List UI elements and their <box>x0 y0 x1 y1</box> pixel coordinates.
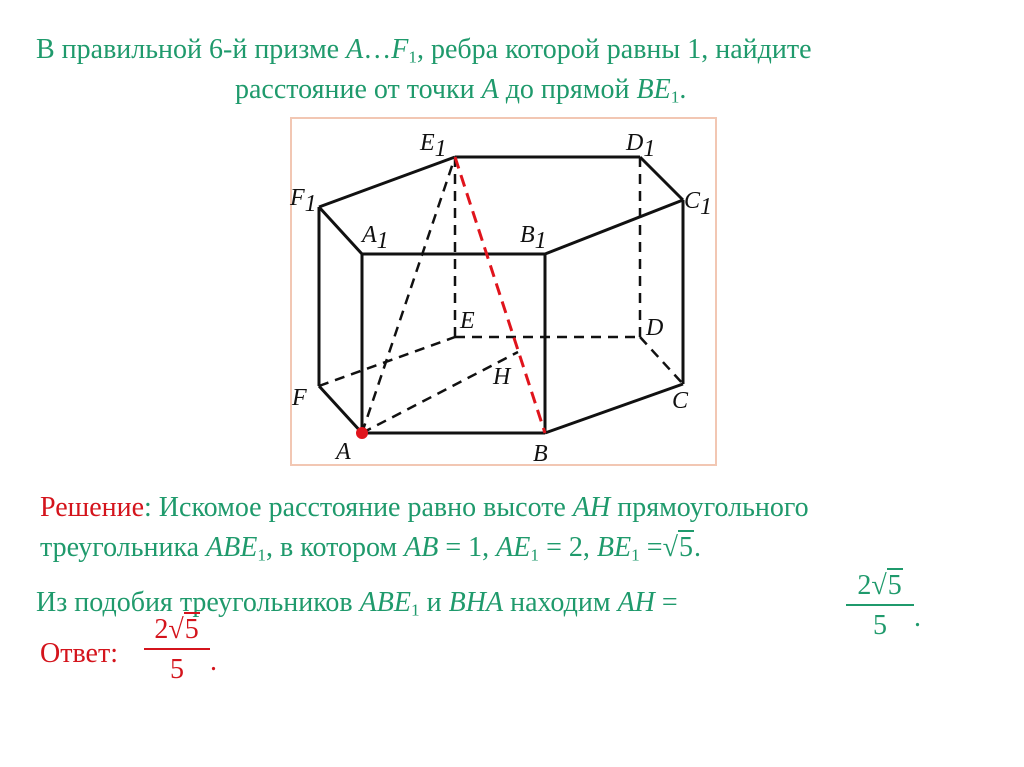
label-c1: C1 <box>684 188 713 220</box>
answer-label: Ответ: <box>40 638 118 669</box>
fraction-numerator: 2√5 <box>154 614 199 645</box>
edge-f1-e1 <box>319 157 455 207</box>
similarity-fraction <box>846 570 914 642</box>
edge-c1-b1 <box>545 200 683 254</box>
label-c: C <box>672 388 689 414</box>
solution-label: Решение <box>40 492 145 523</box>
problem-line-1: В правильной 6-й призме $A\dots F_1$, ребра которой равны 1, найдите <box>36 34 812 67</box>
edge-f-a <box>319 386 362 433</box>
sqrt-expression: √5 <box>662 532 693 563</box>
edge-d1-c1 <box>640 157 683 200</box>
label-f: F <box>292 385 307 411</box>
fraction-denominator: 5 <box>170 654 184 685</box>
label-d: D <box>646 315 664 341</box>
label-b: B <box>533 441 548 467</box>
problem-line-2: расстояние от точки A до прямой $BE_1$. <box>235 74 687 107</box>
answer-end: . <box>210 646 217 677</box>
edge-a1-f1 <box>319 207 362 254</box>
solution-line-2: треугольника $ABE_1$, в котором AB = 1, $AE_1 = 2$, $BE_1 =√5$. <box>40 532 701 565</box>
edge-b-c <box>545 384 683 433</box>
answer-fraction <box>144 614 210 686</box>
label-h: H <box>493 364 511 390</box>
similarity-end: . <box>914 602 921 633</box>
label-e1: E1 <box>420 130 447 162</box>
fraction-denominator: 5 <box>873 610 887 641</box>
label-a: A <box>336 439 351 465</box>
segment-b-e1 <box>455 157 545 433</box>
label-a1: A1 <box>362 222 389 254</box>
hidden-d-c <box>640 337 683 384</box>
label-d1: D1 <box>626 130 656 162</box>
fraction-numerator: 2√5 <box>857 570 902 601</box>
label-b1: B1 <box>520 222 547 254</box>
point-a <box>356 427 368 439</box>
solution-line-1: Решение: Искомое расстояние равно высоте AH прямоугольного <box>40 492 809 523</box>
similarity-line: Из подобия треугольников $ABE_1$ и BHA находим AH = <box>36 587 678 620</box>
label-f1: F1 <box>290 185 317 217</box>
label-e: E <box>460 308 475 334</box>
